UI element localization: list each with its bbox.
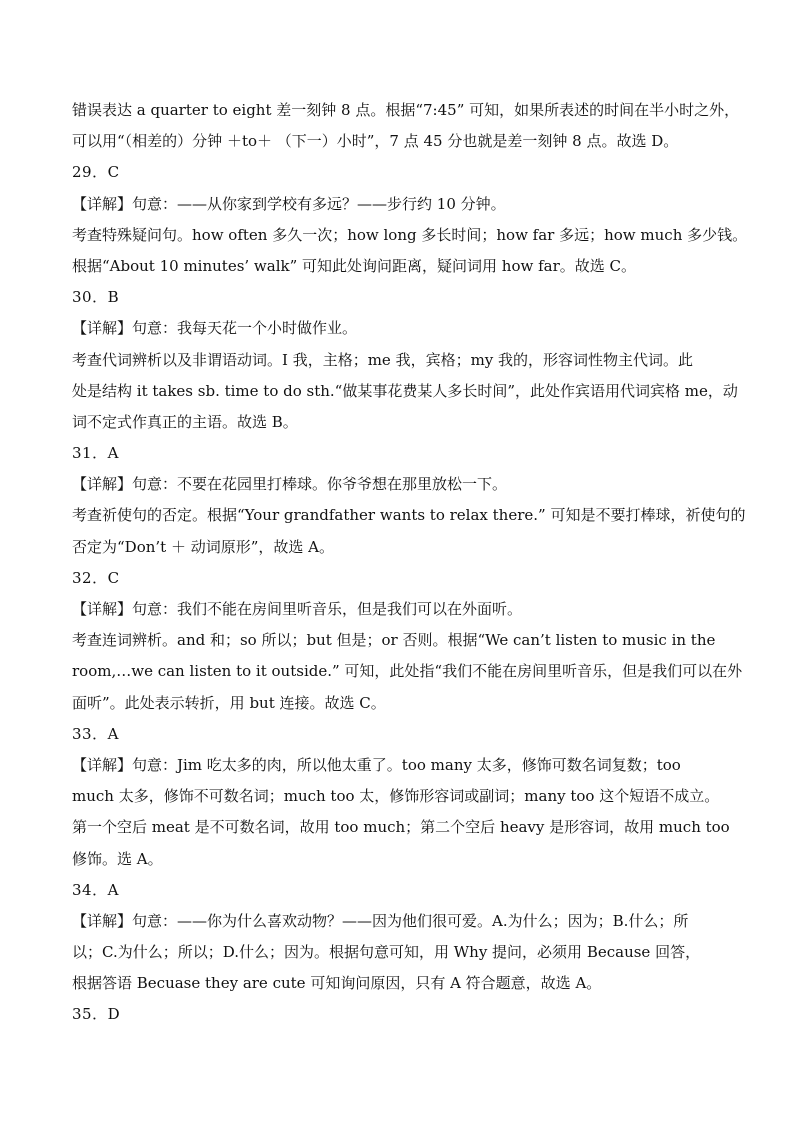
text-line: 考查连词辨析。and 和；so 所以；but 但是；or 否则。根据“We can’t listen to music in the <box>72 631 716 650</box>
document-body <box>72 95 752 1031</box>
text-line: 【详解】句意：我每天花一个小时做作业。 <box>72 319 358 338</box>
question-number: 31．A <box>72 444 119 463</box>
text-line: 【详解】句意：——从你家到学校有多远？——步行约 10 分钟。 <box>72 194 506 213</box>
text-line: 第一个空后 meat 是不可数名词，故用 too much；第二个空后 heavy 是形容词，故用 much too <box>72 818 730 837</box>
text-line: much 太多，修饰不可数名词；much too 太，修饰形容词或副词；many too 这个短语不成立。 <box>72 787 720 806</box>
text-line: 修饰。选 A。 <box>72 849 163 868</box>
text-line: 考查祈使句的否定。根据“Your grandfather wants to relax there.” 可知是不要打棒球，祈使句的 <box>72 506 746 525</box>
question-number: 35．D <box>72 1005 121 1024</box>
text-line: 根据答语 Becuase they are cute 可知询问原因，只有 A 符合题意，故选 A。 <box>72 974 602 993</box>
text-line: 【详解】句意：——你为什么喜欢动物？——因为他们很可爱。A.为什么；因为；B.什么；所 <box>72 911 689 930</box>
text-line: 可以用“（相差的）分钟 ＋to＋ （下一）小时”，7 点 45 分也就是差一刻钟 8 点。故选 D。 <box>72 132 679 151</box>
text-line: 【详解】句意：我们不能在房间里听音乐，但是我们可以在外面听。 <box>72 600 523 618</box>
text-line: 【详解】句意：Jim 吃太多的肉，所以他太重了。too many 太多，修饰可数名词复数；too <box>72 755 681 774</box>
text-line: 错误表达 a quarter to eight 差一刻钟 8 点。根据“7:45” 可知，如果所表述的时间在半小时之外， <box>72 101 740 119</box>
text-line: 以；C.为什么；所以；D.什么；因为。根据句意可知，用 Why 提问，必须用 Because 回答， <box>72 943 701 962</box>
text-line: 【详解】句意：不要在花园里打棒球。你爷爷想在那里放松一下。 <box>72 475 508 494</box>
text-line: 考查特殊疑问句。how often 多久一次；how long 多长时间；how far 多远；how much 多少钱。 <box>72 225 748 244</box>
question-number: 30．B <box>72 288 120 307</box>
text-line: 根据“About 10 minutes’ walk” 可知此处询问距离，疑问词用 how far。故选 C。 <box>72 256 637 275</box>
text-line: 处是结构 it takes sb. time to do sth.“做某事花费某人多长时间”，此处作宾语用代词宾格 me，动 <box>72 381 738 400</box>
question-number: 32．C <box>72 568 120 587</box>
question-number: 29．C <box>72 163 120 182</box>
text-line: 面听”。此处表示转折，用 but 连接。故选 C。 <box>72 693 386 712</box>
text-line: room,…we can listen to it outside.” 可知，此处指“我们不能在房间里听音乐，但是我们可以在外 <box>72 662 743 681</box>
question-number: 34．A <box>72 880 119 899</box>
question-number: 33．A <box>72 724 119 743</box>
text-line: 考查代词辨析以及非谓语动词。I 我，主格；me 我，宾格；my 我的，形容词性物主代词。此 <box>72 350 694 369</box>
text-line: 否定为“Don’t ＋ 动词原形”，故选 A。 <box>72 537 334 556</box>
text-line: 词不定式作真正的主语。故选 B。 <box>72 412 298 431</box>
